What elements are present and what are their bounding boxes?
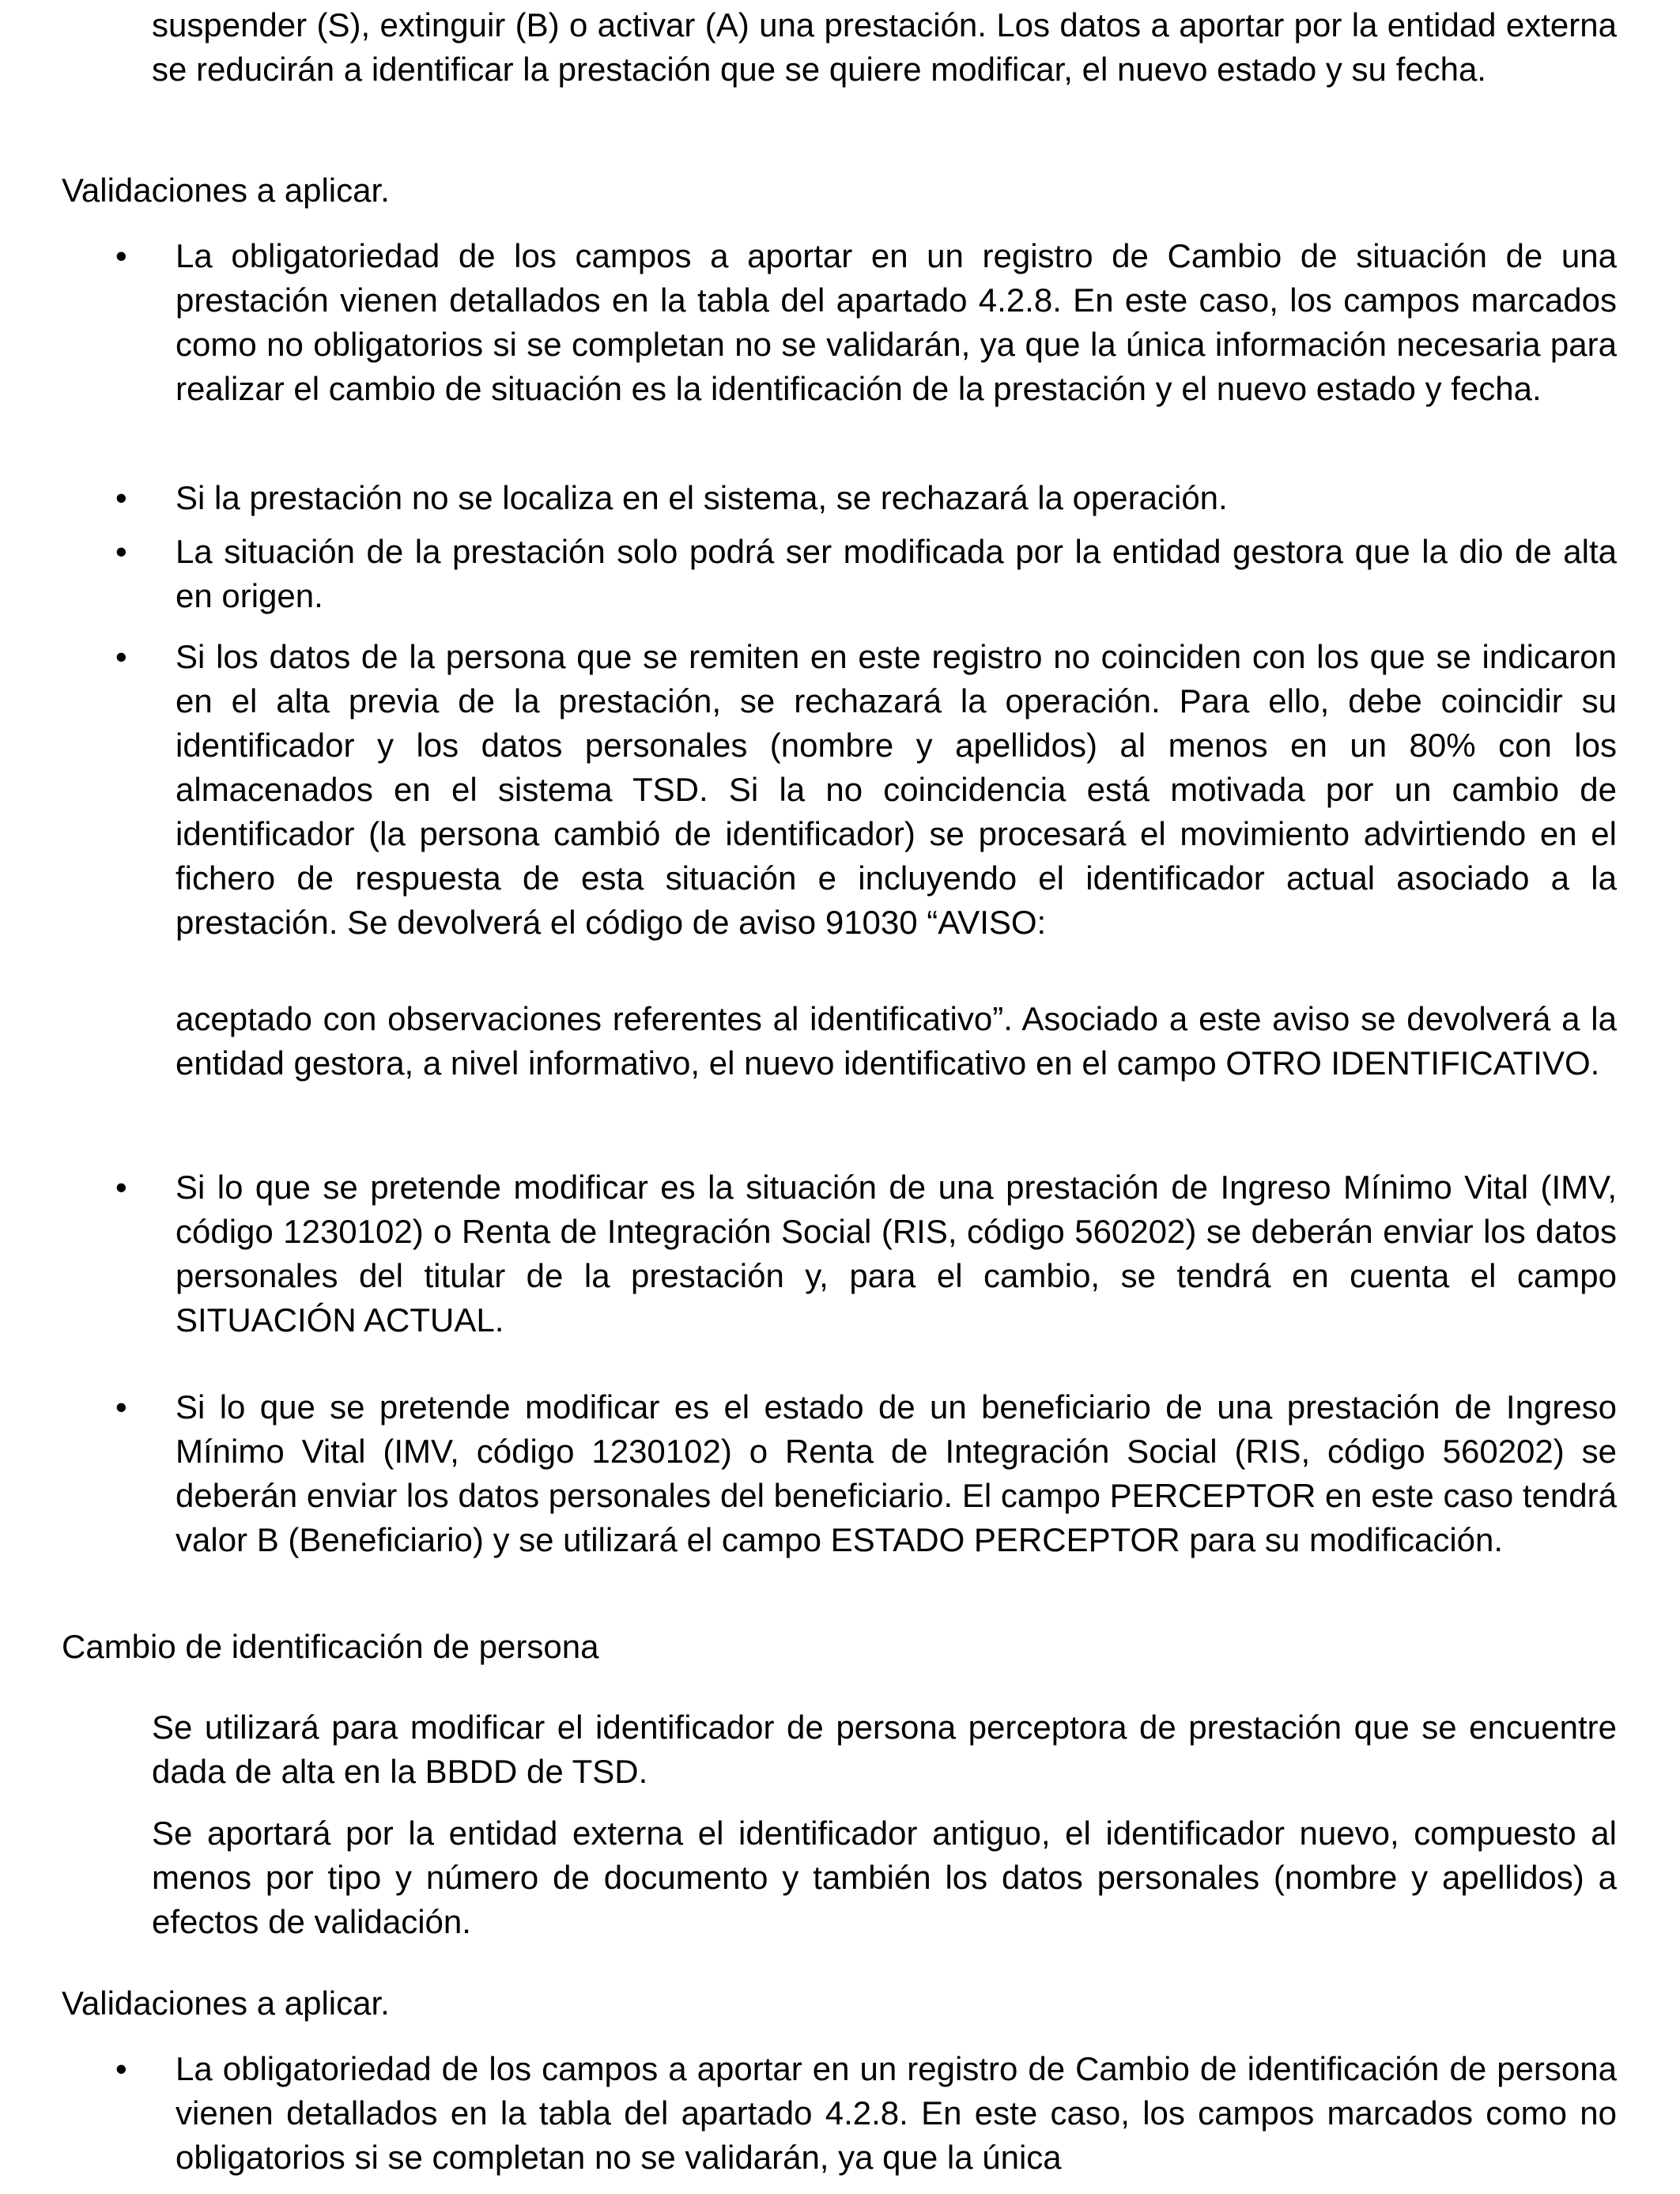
body-paragraph: Se utilizará para modificar el identificador de persona perceptora de prestación que se encuentre dada de alta en la BBDD de TSD. — [152, 1709, 1617, 1790]
list-item-text: Si lo que se pretende modificar es el estado de un beneficiario de una prestación de Ingreso Mínimo Vital (IMV, código 1230102) o Renta de Integración Social (RIS, código 560202) se deberán enviar los datos personales del beneficiario. El campo PERCEPTOR en este caso tendrá valor B (Beneficiario) y se utilizará el campo ESTADO PERCEPTOR para su modificación. — [176, 1388, 1617, 1558]
list-item — [115, 1165, 1618, 1342]
section-heading-cambio-identificacion: Cambio de identificación de persona — [62, 1628, 599, 1665]
section-heading-validaciones-2: Validaciones a aplicar. — [62, 1984, 390, 2022]
list-item-text: La situación de la prestación solo podrá ser modificada por la entidad gestora que la dio de alta en origen. — [176, 533, 1617, 614]
bullet-marker: • — [115, 1169, 127, 1206]
bullet-marker: • — [115, 533, 127, 570]
list-item-text: Si la prestación no se localiza en el sistema, se rechazará la operación. — [176, 479, 1228, 516]
list-item — [115, 530, 1618, 618]
intro-paragraph: suspender (S), extinguir (B) o activar (A) una prestación. Los datos a aportar por la entidad externa se reducirán a identificar la prestación que se quiere modificar, el nuevo estado y su fecha. — [152, 6, 1617, 88]
bullet-marker: • — [115, 237, 127, 274]
bullet-marker: • — [115, 2050, 127, 2087]
list-item-text: Si los datos de la persona que se remiten en este registro no coinciden con los que se indicaron en el alta previa de la prestación, se rechazará la operación. Para ello, debe coincidir su identificador y los datos personales (nombre y apellidos) al menos en un 80% con los almacenados en el sistema TSD. Si la no coincidencia está motivada por un cambio de identificador (la persona cambió de identificador) se procesará el movimiento advirtiendo en el fichero de respuesta de esta situación e incluyendo el identificador actual asociado a la prestación. Se devolverá el código de aviso 91030 “AVISO: — [176, 638, 1617, 941]
section-heading-validaciones-1: Validaciones a aplicar. — [62, 172, 390, 209]
list-item-text: La obligatoriedad de los campos a aportar en un registro de Cambio de identificación de persona vienen detallados en la tabla del apartado 4.2.8. En este caso, los campos marcados como no obligatorios si se completan no se validarán, ya que la única — [176, 2050, 1617, 2176]
list-item — [115, 1385, 1618, 1607]
bullet-marker: • — [115, 1388, 127, 1426]
list-item — [115, 2047, 1618, 2180]
list-item-continuation: aceptado con observaciones referentes al identificativo”. Asociado a este aviso se devolverá a la entidad gestora, a nivel informativo, el nuevo identificativo en el campo OTRO IDENTIFICATIVO. — [176, 1000, 1617, 1082]
list-item — [115, 234, 1618, 455]
body-paragraph: Se aportará por la entidad externa el identificador antiguo, el identificador nuevo, compuesto al menos por tipo y número de documento y también los datos personales (nombre y apellidos) a efectos de validación. — [152, 1814, 1617, 1940]
bullet-marker: • — [115, 479, 127, 516]
list-item — [115, 476, 1618, 520]
list-item-text: Si lo que se pretende modificar es la situación de una prestación de Ingreso Mínimo Vital (IMV, código 1230102) o Renta de Integración Social (RIS, código 560202) se deberán enviar los datos personales del titular de la prestación y, para el cambio, se tendrá en cuenta el campo SITUACIÓN ACTUAL. — [176, 1169, 1617, 1339]
list-item — [115, 635, 1618, 989]
list-item-text: La obligatoriedad de los campos a aportar en un registro de Cambio de situación de una prestación vienen detallados en la tabla del apartado 4.2.8. En este caso, los campos marcados como no obligatorios si se completan no se validarán, ya que la única información necesaria para realizar el cambio de situación es la identificación de la prestación y el nuevo estado y fecha. — [176, 237, 1617, 407]
bullet-marker: • — [115, 638, 127, 675]
